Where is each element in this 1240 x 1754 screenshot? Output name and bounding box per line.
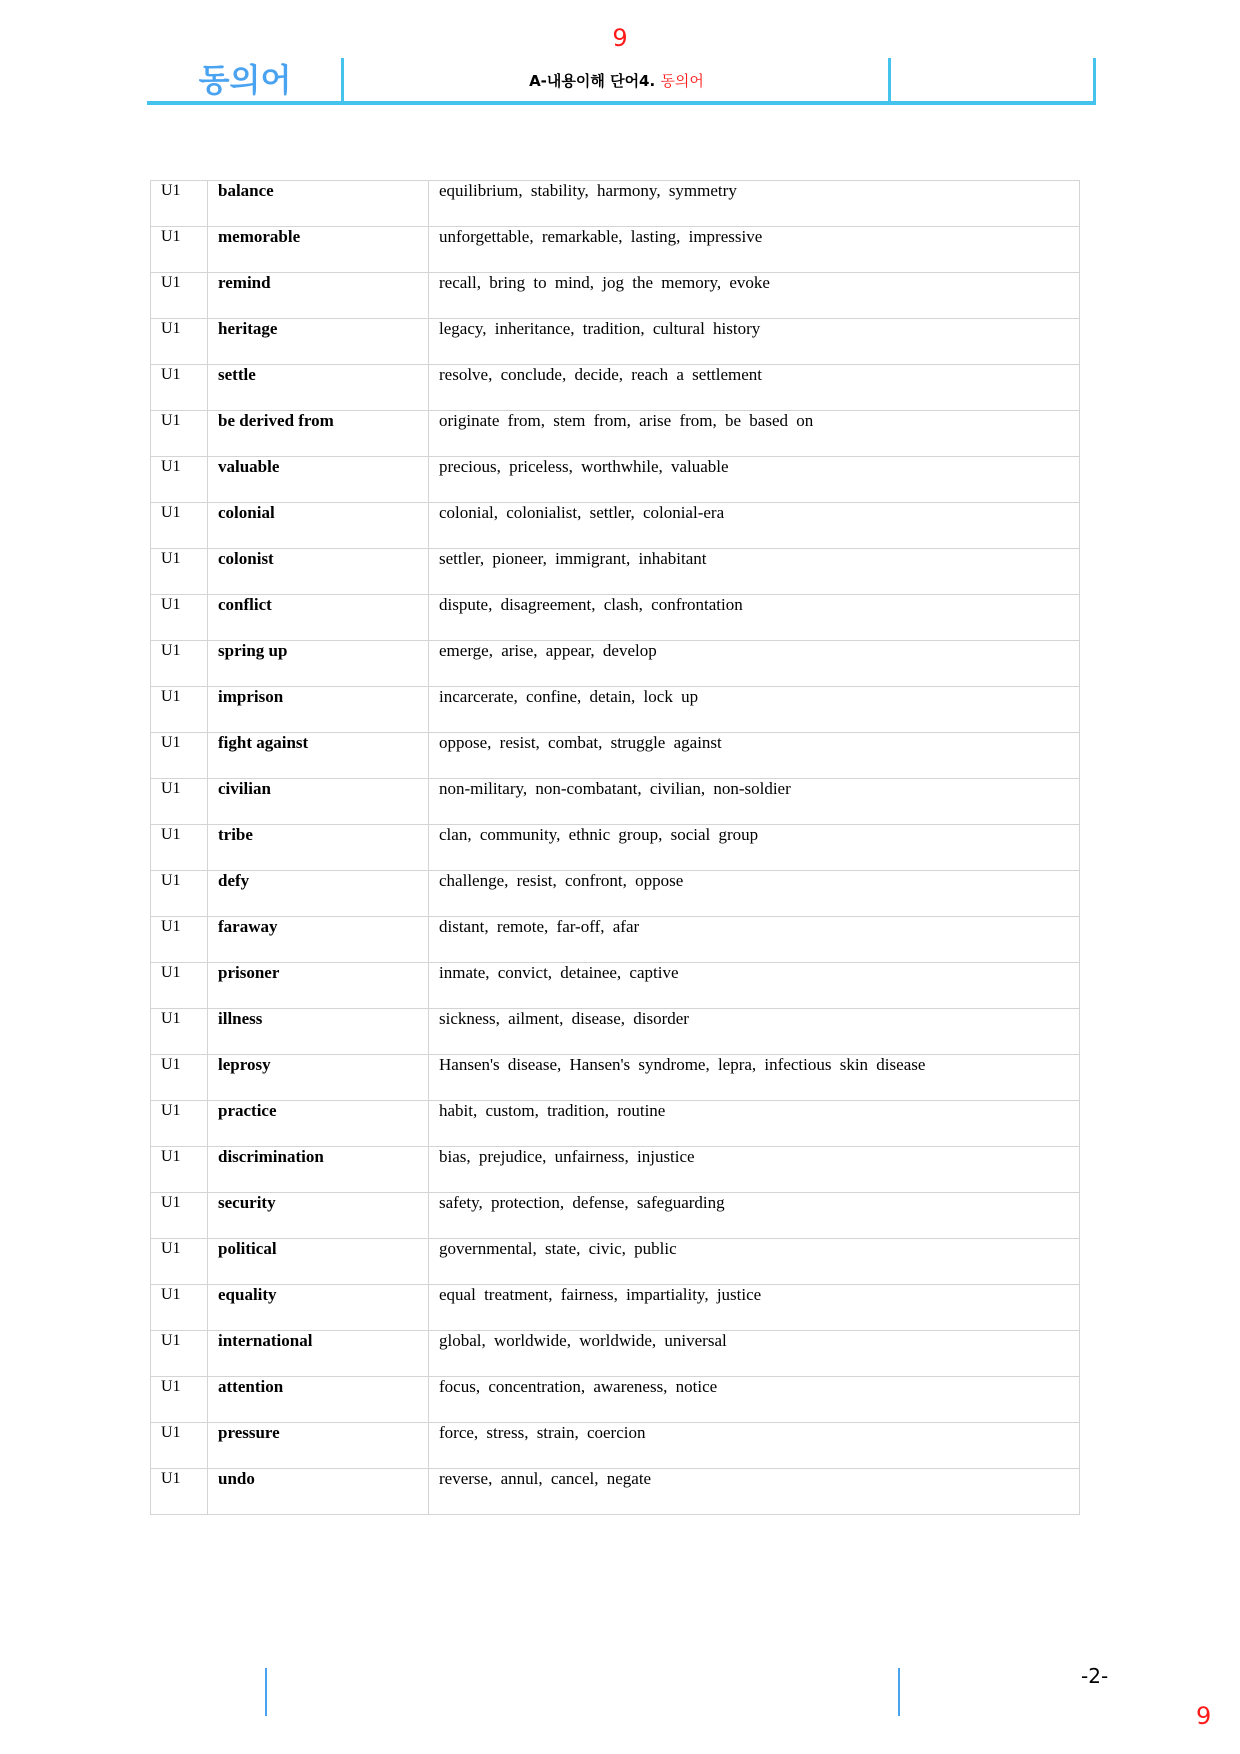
unit-cell: U1 [151,963,208,1009]
synonyms-cell: global, worldwide, worldwide, universal [429,1331,1080,1377]
unit-cell: U1 [151,411,208,457]
unit-cell: U1 [151,319,208,365]
subtitle-prefix: A-내용이해 단어4. [529,72,656,90]
word-cell: tribe [208,825,429,871]
header-divider [341,58,344,105]
synonyms-cell: non-military, non-combatant, civilian, non-soldier [429,779,1080,825]
synonyms-cell: safety, protection, defense, safeguarding [429,1193,1080,1239]
word-cell: civilian [208,779,429,825]
unit-cell: U1 [151,871,208,917]
unit-cell: U1 [151,1009,208,1055]
table-row [151,365,1080,411]
unit-cell: U1 [151,1377,208,1423]
word-cell: discrimination [208,1147,429,1193]
table-row [151,1193,1080,1239]
word-cell: illness [208,1009,429,1055]
word-cell: fight against [208,733,429,779]
table-row [151,871,1080,917]
table-row [151,1331,1080,1377]
word-cell: colonist [208,549,429,595]
table-row [151,457,1080,503]
table-row [151,411,1080,457]
synonyms-cell: recall, bring to mind, jog the memory, evoke [429,273,1080,319]
table-row [151,1377,1080,1423]
synonyms-cell: equal treatment, fairness, impartiality, justice [429,1285,1080,1331]
page-title: 동의어 [198,61,292,99]
synonyms-cell: dispute, disagreement, clash, confrontation [429,595,1080,641]
word-cell: defy [208,871,429,917]
unit-cell: U1 [151,733,208,779]
word-cell: leprosy [208,1055,429,1101]
header-divider [1093,58,1096,105]
word-cell: spring up [208,641,429,687]
unit-cell: U1 [151,273,208,319]
unit-cell: U1 [151,1331,208,1377]
top-page-number: 9 [612,24,628,52]
synonyms-cell: Hansen's disease, Hansen's syndrome, lepra, infectious skin disease [429,1055,1080,1101]
table-row [151,1423,1080,1469]
unit-cell: U1 [151,1469,208,1515]
synonyms-cell: challenge, resist, confront, oppose [429,871,1080,917]
synonyms-cell: oppose, resist, combat, struggle against [429,733,1080,779]
table-row [151,1469,1080,1515]
table-row [151,595,1080,641]
word-cell: memorable [208,227,429,273]
synonyms-cell: force, stress, strain, coercion [429,1423,1080,1469]
word-cell: colonial [208,503,429,549]
synonyms-cell: governmental, state, civic, public [429,1239,1080,1285]
synonym-table [150,180,1080,1515]
synonyms-cell: habit, custom, tradition, routine [429,1101,1080,1147]
word-cell: attention [208,1377,429,1423]
word-cell: remind [208,273,429,319]
synonyms-cell: resolve, conclude, decide, reach a settlement [429,365,1080,411]
unit-cell: U1 [151,917,208,963]
word-cell: practice [208,1101,429,1147]
table-row [151,687,1080,733]
unit-cell: U1 [151,457,208,503]
header-underline [147,101,1096,105]
footer-divider [898,1668,900,1716]
header-divider [888,58,891,105]
synonyms-cell: clan, community, ethnic group, social group [429,825,1080,871]
word-cell: security [208,1193,429,1239]
synonyms-cell: distant, remote, far-off, afar [429,917,1080,963]
word-cell: be derived from [208,411,429,457]
unit-cell: U1 [151,181,208,227]
word-cell: heritage [208,319,429,365]
table-row [151,779,1080,825]
table-row [151,227,1080,273]
unit-cell: U1 [151,1423,208,1469]
unit-cell: U1 [151,687,208,733]
unit-cell: U1 [151,1285,208,1331]
table-row [151,641,1080,687]
word-cell: settle [208,365,429,411]
synonyms-cell: precious, priceless, worthwhile, valuable [429,457,1080,503]
page-number: -2- [1081,1664,1109,1688]
table-row [151,319,1080,365]
unit-cell: U1 [151,641,208,687]
synonyms-cell: colonial, colonialist, settler, colonial-era [429,503,1080,549]
footer-divider [265,1668,267,1716]
synonyms-cell: reverse, annul, cancel, negate [429,1469,1080,1515]
synonyms-cell: emerge, arise, appear, develop [429,641,1080,687]
table-row [151,917,1080,963]
synonyms-cell: originate from, stem from, arise from, be based on [429,411,1080,457]
table-row [151,503,1080,549]
table-row [151,733,1080,779]
synonyms-cell: settler, pioneer, immigrant, inhabitant [429,549,1080,595]
unit-cell: U1 [151,1101,208,1147]
word-cell: political [208,1239,429,1285]
unit-cell: U1 [151,1147,208,1193]
table-row [151,1147,1080,1193]
word-cell: undo [208,1469,429,1515]
unit-cell: U1 [151,1193,208,1239]
table-row [151,963,1080,1009]
word-cell: conflict [208,595,429,641]
table-row [151,1055,1080,1101]
synonyms-cell: legacy, inheritance, tradition, cultural history [429,319,1080,365]
unit-cell: U1 [151,1055,208,1101]
word-cell: imprison [208,687,429,733]
table-row [151,1009,1080,1055]
synonyms-cell: equilibrium, stability, harmony, symmetry [429,181,1080,227]
header-subtitle [345,70,888,91]
page-header [147,58,1096,105]
unit-cell: U1 [151,549,208,595]
word-cell: international [208,1331,429,1377]
subtitle-highlight: 동의어 [660,72,704,90]
table-row [151,549,1080,595]
synonyms-cell: bias, prejudice, unfairness, injustice [429,1147,1080,1193]
synonyms-cell: unforgettable, remarkable, lasting, impressive [429,227,1080,273]
word-cell: equality [208,1285,429,1331]
unit-cell: U1 [151,1239,208,1285]
synonyms-cell: inmate, convict, detainee, captive [429,963,1080,1009]
word-cell: pressure [208,1423,429,1469]
unit-cell: U1 [151,595,208,641]
synonyms-cell: focus, concentration, awareness, notice [429,1377,1080,1423]
synonyms-cell: incarcerate, confine, detain, lock up [429,687,1080,733]
unit-cell: U1 [151,227,208,273]
word-cell: prisoner [208,963,429,1009]
unit-cell: U1 [151,779,208,825]
unit-cell: U1 [151,825,208,871]
table-row [151,1285,1080,1331]
table-row [151,1239,1080,1285]
synonyms-cell: sickness, ailment, disease, disorder [429,1009,1080,1055]
unit-cell: U1 [151,503,208,549]
table-row [151,825,1080,871]
table-row [151,273,1080,319]
unit-cell: U1 [151,365,208,411]
table-row [151,181,1080,227]
table-row [151,1101,1080,1147]
word-cell: valuable [208,457,429,503]
bottom-number: 9 [1196,1702,1212,1730]
word-cell: balance [208,181,429,227]
word-cell: faraway [208,917,429,963]
